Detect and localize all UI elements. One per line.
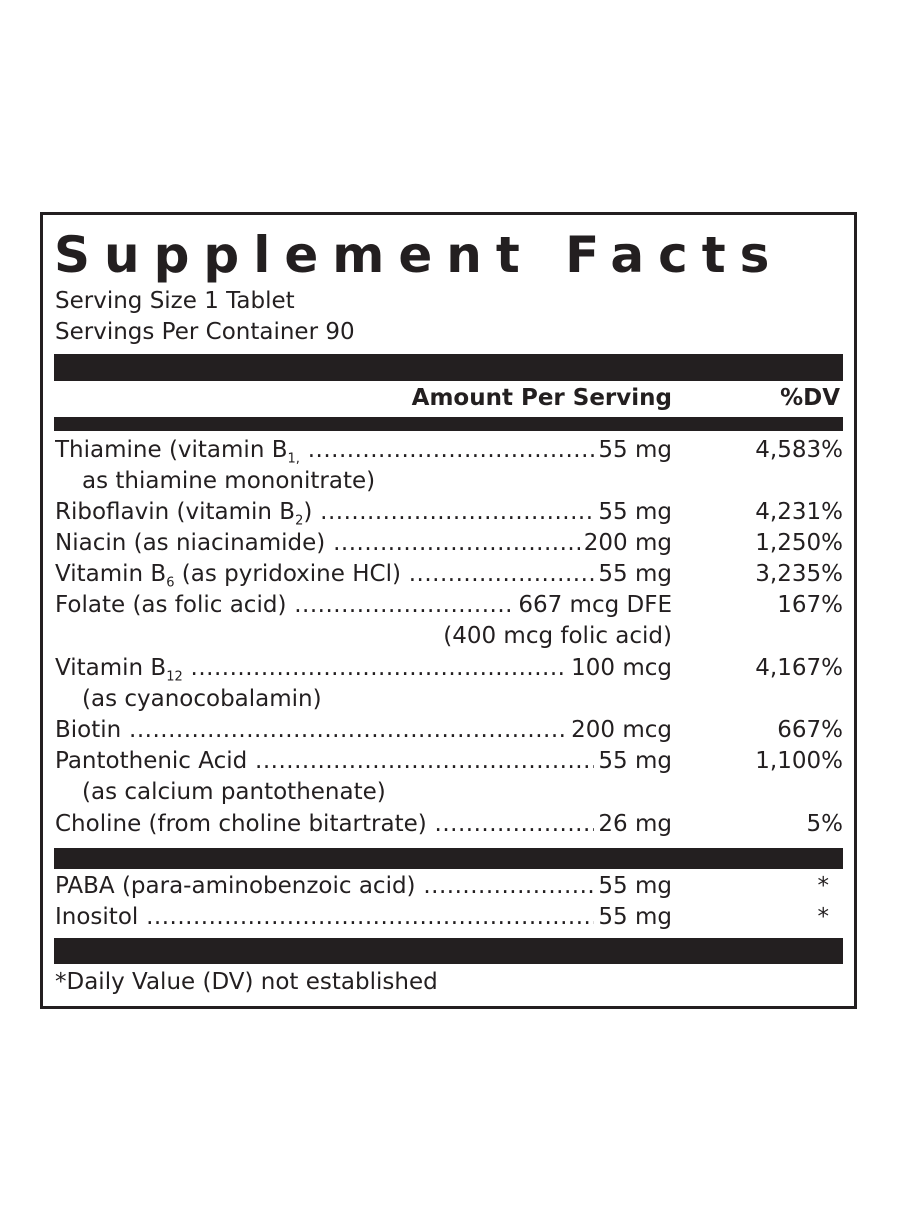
nutrient-row-choline	[54, 809, 843, 840]
amount-per-serving-header: Amount Per Serving	[411, 385, 672, 411]
ingredient-name: PABA (para-aminobenzoic acid) .....	[55, 871, 671, 902]
nutrient-name: Niacin (as niacinamide) .....	[55, 528, 671, 559]
nutrient-amount: 26 mg	[594, 809, 672, 840]
nutrient-row-thiamine	[54, 435, 843, 466]
nutrient-name: Choline (from choline bitartrate) .....	[55, 809, 671, 840]
nutrient-row-vitamin-b6	[54, 559, 843, 590]
nutrient-dv: 1,100%	[755, 748, 843, 774]
nutrient-amount: 55 mg	[594, 435, 672, 466]
nutrient-amount: 55 mg	[594, 497, 672, 528]
servings-per-container: Servings Per Container 90	[55, 319, 355, 345]
nutrient-name: Vitamin $B_{12}$ .....	[55, 653, 671, 684]
nutrient-row-riboflavin	[54, 497, 843, 528]
nutrient-amount: 100 mcg	[567, 653, 672, 684]
nutrient-amount: 200 mg	[580, 528, 672, 559]
ingredient-dv: *	[817, 873, 829, 899]
nutrient-name: Thiamine (vitamin $B_{1,}$ .....	[55, 435, 671, 466]
supplement-facts-panel	[40, 212, 857, 1009]
nutrient-amount: 200 mcg	[567, 715, 672, 746]
ingredient-amount: 55 mg	[594, 871, 672, 902]
nutrient-dv: 4,583%	[755, 437, 843, 463]
nutrient-dv: 4,167%	[755, 655, 843, 681]
ingredient-dv: *	[817, 904, 829, 930]
footnote: *Daily Value (DV) not established	[55, 969, 438, 995]
nutrient-row-vitamin-b12	[54, 653, 843, 684]
panel-content	[54, 215, 843, 1006]
nutrient-dv: 4,231%	[755, 499, 843, 525]
nutrient-name: Riboflavin (vitamin $B_2$) .....	[55, 497, 671, 528]
thick-divider	[54, 938, 843, 964]
nutrient-row-biotin	[54, 715, 843, 746]
medium-divider	[54, 417, 843, 431]
serving-size: Serving Size 1 Tablet	[55, 288, 295, 314]
nutrient-name: Folate (as folic acid) .....	[55, 590, 671, 621]
ingredient-name: Inositol .....	[55, 902, 671, 933]
nutrient-dv: 5%	[806, 811, 843, 837]
nutrient-note-thiamine: as thiamine mononitrate)	[82, 468, 376, 494]
nutrient-name: Vitamin $B_6$ (as pyridoxine HCl) .....	[55, 559, 671, 590]
nutrient-note-vitamin-b12: (as cyanocobalamin)	[82, 686, 322, 712]
nutrient-amount: 667 mcg DFE	[514, 590, 672, 621]
nutrient-amount: 55 mg	[594, 559, 672, 590]
nutrient-row-pantothenic-acid	[54, 746, 843, 777]
thick-divider	[54, 354, 843, 381]
ingredient-amount: 55 mg	[594, 902, 672, 933]
nutrient-amount: 55 mg	[594, 746, 672, 777]
thick-divider	[54, 848, 843, 869]
nutrient-name: Pantothenic Acid .....	[55, 746, 671, 777]
dv-header: %DV	[780, 385, 840, 411]
nutrient-dv: 1,250%	[755, 530, 843, 556]
nutrient-note-folate: (400 mcg folic acid)	[443, 623, 672, 649]
nutrient-note-pantothenic-acid: (as calcium pantothenate)	[82, 779, 386, 805]
nutrient-dv: 167%	[777, 592, 843, 618]
nutrient-dv: 3,235%	[755, 561, 843, 587]
nutrient-name: Biotin .....	[55, 715, 671, 746]
nutrient-dv: 667%	[777, 717, 843, 743]
nutrient-row-niacin	[54, 528, 843, 559]
nutrient-row-folate	[54, 590, 843, 621]
ingredient-row-inositol	[54, 902, 843, 933]
ingredient-row-paba	[54, 871, 843, 902]
panel-title: Supplement Facts	[54, 226, 784, 284]
